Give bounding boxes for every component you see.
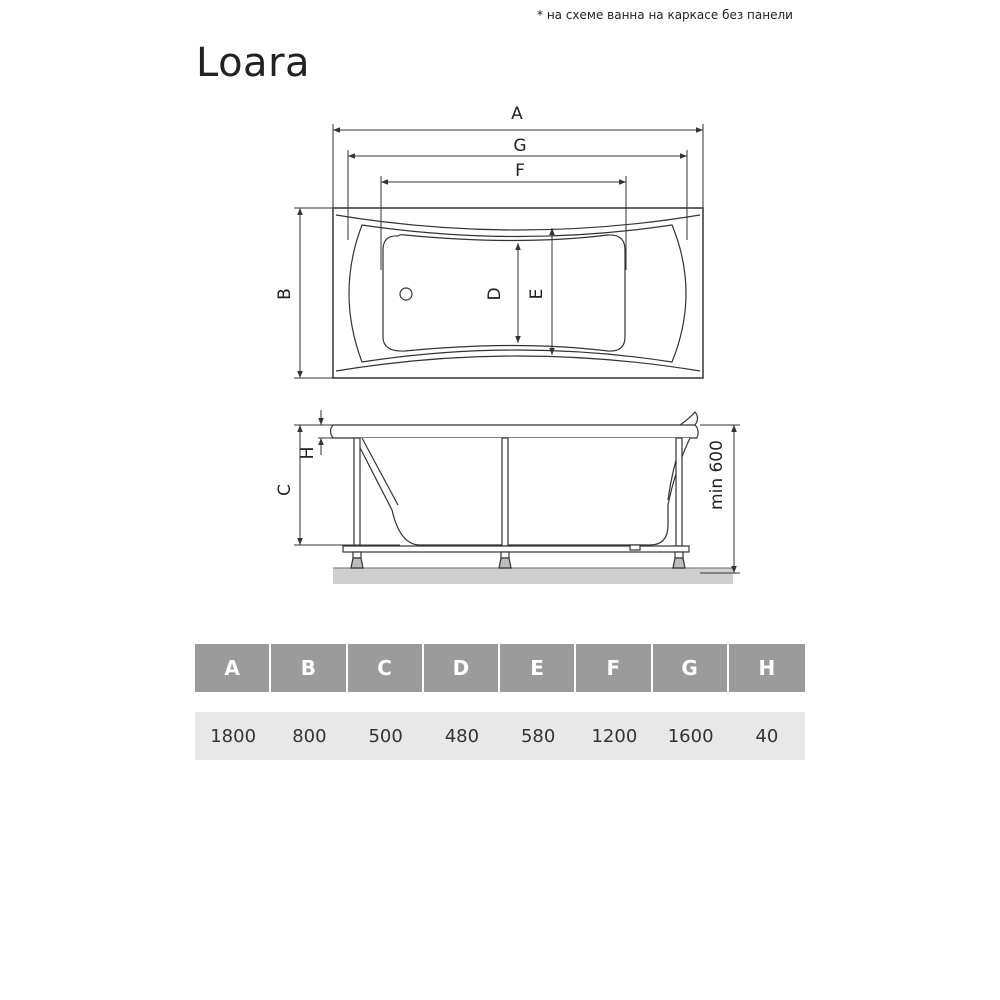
label-a: A	[511, 104, 523, 124]
label-e: E	[527, 288, 547, 300]
value-a: 1800	[195, 712, 271, 760]
foot-right	[675, 552, 683, 558]
dimension-table	[195, 644, 805, 760]
schema-note: * на схеме ванна на каркасе без панели	[537, 8, 793, 22]
column-header-c: C	[348, 644, 424, 692]
label-min-600: min 600	[707, 440, 727, 510]
label-h: H	[298, 446, 318, 460]
product-title: Loara	[196, 40, 311, 86]
frame-leg-left	[354, 438, 360, 546]
value-c: 500	[348, 712, 424, 760]
drain-icon	[400, 288, 412, 300]
table-header-row	[195, 644, 805, 692]
tub-rim-side	[331, 412, 699, 438]
label-f: F	[515, 161, 525, 181]
label-b: B	[275, 288, 295, 300]
value-e: 580	[500, 712, 576, 760]
column-header-e: E	[500, 644, 576, 692]
label-d: D	[485, 287, 505, 301]
value-d: 480	[424, 712, 500, 760]
column-header-a: A	[195, 644, 271, 692]
floor	[333, 568, 733, 584]
column-header-g: G	[653, 644, 729, 692]
value-h: 40	[729, 712, 805, 760]
value-b: 800	[271, 712, 347, 760]
column-header-d: D	[424, 644, 500, 692]
value-f: 1200	[576, 712, 652, 760]
table-value-row	[195, 712, 805, 760]
rim-top-curve	[336, 215, 700, 230]
foot-middle	[501, 552, 509, 558]
column-header-b: B	[271, 644, 347, 692]
frame-leg-middle	[502, 438, 508, 546]
frame-leg-right	[676, 438, 682, 546]
tub-body-side	[355, 438, 690, 545]
value-g: 1600	[653, 712, 729, 760]
column-header-h: H	[729, 644, 805, 692]
side-view	[331, 412, 734, 584]
label-c: C	[275, 484, 295, 496]
label-g: G	[513, 136, 527, 156]
column-header-f: F	[576, 644, 652, 692]
drain-side	[630, 545, 640, 550]
foot-left	[353, 552, 361, 558]
